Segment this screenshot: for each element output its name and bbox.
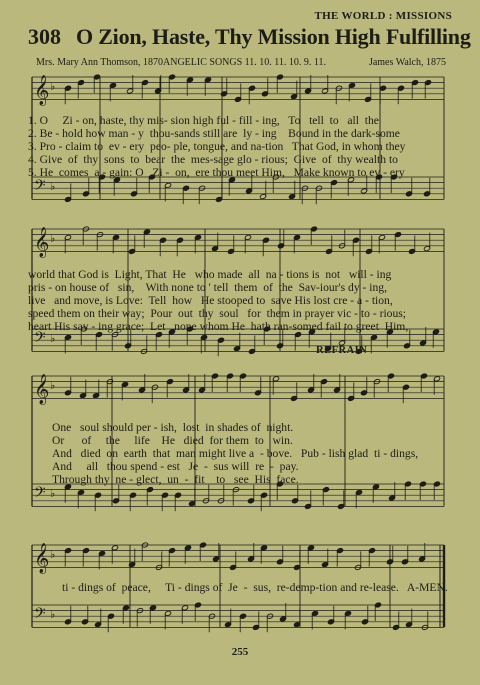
key-signature-flat: ♭: [50, 232, 56, 246]
hymn-title: O Zion, Haste, Thy Mission High Fulfilling: [76, 24, 471, 49]
key-signature-flat: ♭: [50, 487, 56, 501]
author-credit: Mrs. Mary Ann Thomson, 1870: [36, 57, 164, 68]
key-signature-flat: ♭: [50, 332, 56, 346]
lyric-line: 5. He comes a - gain: O Zi - on, ere thou meet Him, Make known to ev - ery: [28, 166, 405, 179]
tune-meter: ANGELIC SONGS 11. 10. 11. 10. 9. 11.: [163, 57, 327, 68]
lyric-line: Or of the life He died for them to win.: [52, 434, 293, 447]
key-signature-flat: ♭: [50, 379, 56, 393]
bass-clef: 𝄢: [34, 328, 46, 350]
page-number: 255: [231, 646, 249, 658]
lyric-line: ti - dings of peace, Ti - dings of Je - sus, re-demp-tion and re-lease. A-MEN.: [62, 581, 448, 594]
lyric-line: 2. Be - hold how man - y thou-sands still are ly - ing Bound in the dark-some: [28, 127, 400, 140]
lyric-line: speed them on their way; Pour out thy soul for them in prayer vic - to - rious;: [28, 307, 407, 320]
treble-clef: 𝄞: [34, 227, 50, 258]
lyric-line: Through thy ne - glect, un - fit to see His face.: [52, 473, 299, 486]
key-signature-flat: ♭: [50, 80, 56, 94]
treble-clef: 𝄞: [34, 374, 50, 405]
lyric-line: And all thou spend - est Je - sus will re - pay.: [52, 460, 299, 473]
lyric-line: 1. O Zi - on, haste, thy mis- sion high ful - fill - ing, To tell to all the: [28, 114, 379, 127]
hymn-number: 308: [28, 24, 61, 49]
lyric-line: 4. Give of thy sons to bear the mes-sage glo - rious; Give of thy wealth to: [28, 153, 398, 166]
key-signature-flat: ♭: [50, 548, 56, 562]
bass-clef: 𝄢: [34, 483, 46, 505]
lyric-line: And died on earth that man might live a - bove. Pub - lish glad ti - dings,: [52, 447, 419, 460]
lyric-line: heart His sav - ing grace; Let none whom He hath ran-somed fail to greet Him,: [28, 320, 409, 333]
key-signature-flat: ♭: [50, 608, 56, 622]
bass-clef: 𝄢: [34, 604, 46, 626]
lyric-line: live and move, is Love: Tell how He stooped to save His lost cre - a - tion,: [28, 294, 393, 307]
lyric-line: pris - on house of sin, With none to ' tell them of the Sav-iour's dy - ing,: [28, 281, 387, 294]
section-heading: THE WORLD : MISSIONS: [314, 10, 452, 22]
composer-credit: James Walch, 1875: [368, 57, 446, 68]
refrain-label: REFRAIN: [316, 345, 368, 356]
bass-clef: 𝄢: [34, 176, 46, 198]
treble-clef: 𝄞: [34, 75, 50, 106]
treble-clef: 𝄞: [34, 543, 50, 574]
lyric-line: 3. Pro - claim to ev - ery peo- ple, tongue, and na-tion That God, in whom they: [28, 140, 406, 153]
lyric-line: world that God is Light, That He who made all na - tions is not will - ing: [28, 268, 392, 281]
key-signature-flat: ♭: [50, 180, 56, 194]
lyric-line: One soul should per - ish, lost in shades of night.: [52, 421, 294, 434]
